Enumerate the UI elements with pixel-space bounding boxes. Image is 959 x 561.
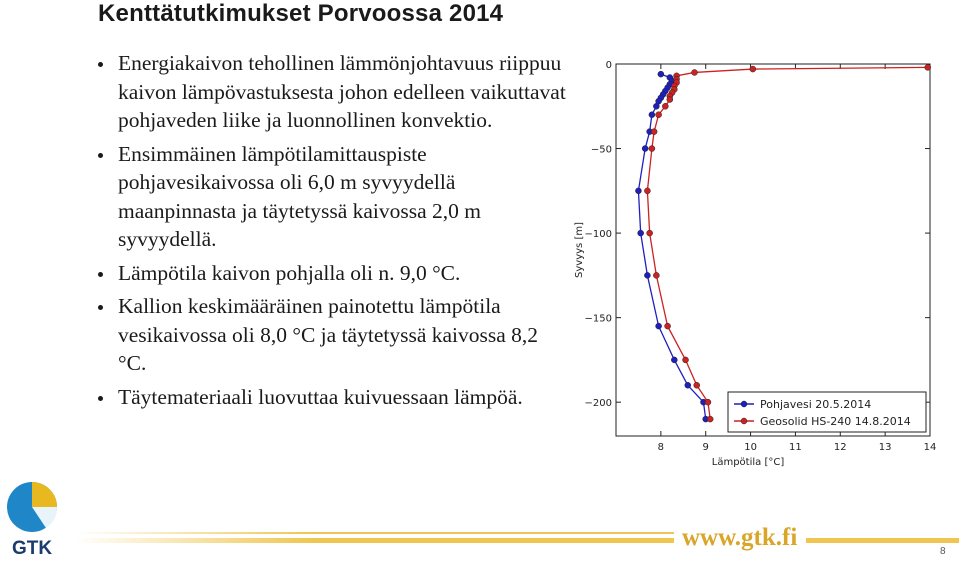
data-point [694,382,700,388]
footer-line [806,538,959,543]
data-point [656,112,662,118]
y-tick-label: −50 [590,144,612,156]
data-point [656,323,662,329]
footer-line [74,538,674,543]
gtk-logo [2,480,66,560]
legend-label: Geosolid HS-240 14.8.2014 [760,415,911,428]
logo-sun-icon [32,482,57,507]
bullet-item: Energiakaivon tehollinen lämmönjohtavuus riippuu kaivon lämpövastuksesta johon edelleen vaikuttavat pohjaveden liike ja luonnollinen konvektio. [96,49,566,135]
y-tick-label: −150 [584,313,612,325]
bullet-item: Kallion keskimääräinen painotettu lämpötila vesikaivossa oli 8,0 °C ja täytetyssä kaivossa 8,2 °C. [96,292,566,378]
legend-label: Pohjavesi 20.5.2014 [760,398,872,411]
data-point [653,272,659,278]
data-point [662,103,668,109]
bullet-item: Ensimmäinen lämpötilamittauspiste pohjavesikaivossa oli 6,0 m syvyydellä maanpinnasta ja täytetyssä kaivossa 2,0 m syvyydellä. [96,140,566,254]
data-point [671,357,677,363]
data-point [705,399,711,405]
x-axis-label: Lämpötila [°C] [711,457,785,468]
data-point [644,272,650,278]
x-tick-label: 14 [923,442,937,453]
data-point [651,129,657,135]
bullet-item: Täytemateriaali luovuttaa kuivuessaan lämpöä. [96,383,566,412]
y-tick-label: 0 [605,60,612,71]
data-point [647,230,653,236]
data-point [667,97,673,103]
data-point [683,357,689,363]
data-point [635,188,641,194]
y-tick-label: −200 [584,398,612,410]
x-tick-label: 12 [833,442,847,453]
footer-url[interactable]: www.gtk.fi [682,524,798,551]
data-point [658,71,664,77]
x-tick-label: 10 [744,442,757,453]
footer-line [74,532,674,534]
data-point [665,323,671,329]
y-axis-label: Syvyys [m] [574,222,585,278]
x-tick-label: 9 [702,442,709,453]
data-point [685,382,691,388]
data-point [692,69,698,75]
x-tick-label: 13 [878,442,892,453]
data-point [644,188,650,194]
data-point [750,66,756,72]
slide-title: Kenttätutkimukset Porvoossa 2014 [98,0,504,27]
data-point [649,146,655,152]
data-point [707,416,713,422]
bullet-item: Lämpötila kaivon pohjalla oli n. 9,0 °C. [96,259,566,288]
depth-temperature-chart [568,56,948,476]
legend-marker [741,401,747,407]
data-point [642,146,648,152]
data-point [925,64,931,70]
y-tick-label: −100 [584,229,612,241]
data-point [638,230,644,236]
data-point [653,103,659,109]
bullet-list [96,49,566,416]
x-tick-label: 8 [657,442,665,453]
page-number: 8 [940,546,946,557]
data-point [649,112,655,118]
plot-frame [616,64,930,436]
logo-text: GTK [11,538,53,559]
x-tick-label: 11 [789,442,802,453]
legend-marker [741,418,747,424]
